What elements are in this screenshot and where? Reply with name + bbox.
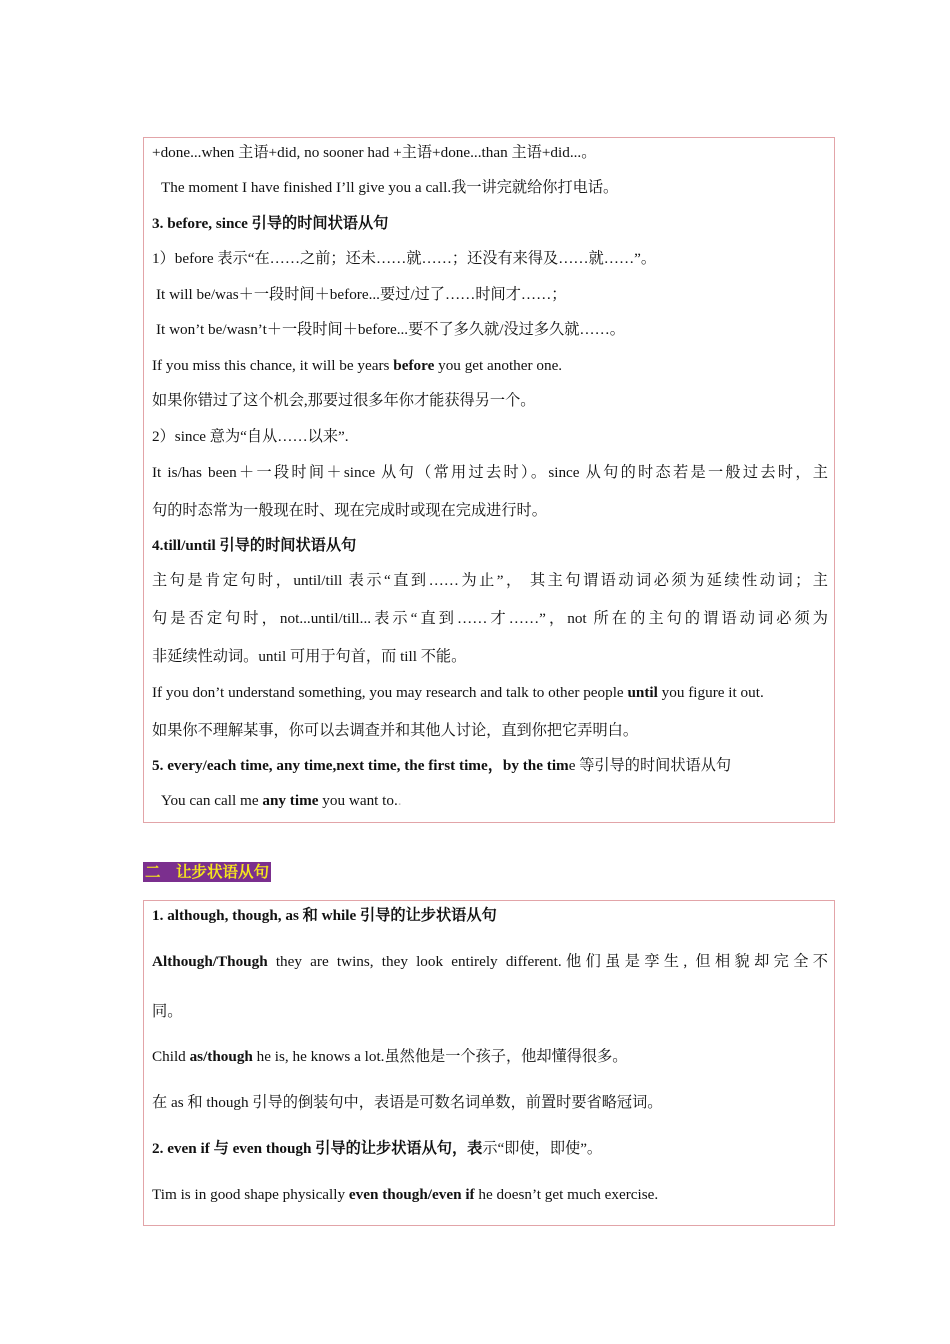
text-line: 非延续性动词。until 可用于句首，而 till 不能。 [152,648,467,665]
subheading-till-until: 4.till/until 引导的时间状语从句 [152,537,357,554]
text-line: 在 as 和 though 引导的倒装句中，表语是可数名词单数，前置时要省略冠词。 [152,1094,663,1111]
example-sentence: Tim is in good shape physically even though/even if he doesn’t get much exercise. [152,1186,659,1203]
text-line: 2）since 意为“自从……以来”. [152,428,349,445]
text-line: It won’t be/wasn’t＋一段时间＋before...要不了多久就/没过多久就……。 [156,321,625,338]
text-line: It is/has been＋一段时间＋since 从句（常用过去时）。since 从句的时态若是一般过去时，主 [152,464,828,481]
text-line: 句是否定句时，not...until/till...表示“直到……才……”，not 所在的主句的谓语动词必须为 [152,610,828,627]
example-sentence: Child as/though he is, he knows a lot.虽然他是一个孩子，他却懂得很多。 [152,1048,628,1065]
text-line: +done...when 主语+did, no sooner had +主语+done...than 主语+did...。 [152,144,597,161]
text-line: It will be/was＋一段时间＋before...要过/过了……时间才……； [156,286,567,303]
section-heading-concession-clause: 二 让步状语从句 [145,863,270,881]
example-sentence: Although/Though they are twins, they look entirely different.他们虽是孪生, 但相貌却完全不 [152,953,828,970]
concession-clause-notes-box [143,900,835,1226]
example-sentence: If you miss this chance, it will be years before you get another one. [152,357,563,374]
subheading-before-since: 3. before, since 引导的时间状语从句 [152,215,389,232]
text-line: 1）before 表示“在……之前；还未……就……；还没有来得及……就……”。 [152,250,657,267]
subheading-even-if: 2. even if 与 even though 引导的让步状语从句，表示“即使，即使”。 [152,1140,603,1157]
text-line: 如果你错过了这个机会,那要过很多年你才能获得另一个。 [152,392,536,409]
text-line: 如果你不理解某事，你可以去调查并和其他人讨论，直到你把它弄明白。 [152,722,638,739]
example-sentence: If you don’t understand something, you may research and talk to other people until you figure it out. [152,684,764,701]
text-line: 句的时态常为一般现在时、现在完成时或现在完成进行时。 [152,502,547,519]
text-line: The moment I have finished I’ll give you a call.我一讲完就给你打电话。 [161,179,619,196]
time-clause-notes-box [143,137,835,823]
subheading-every-time: 5. every/each time, any time,next time, the first time，by the time 等引导的时间状语从句 [152,757,732,774]
text-line: 主句是肯定句时，until/till 表示“直到……为止”， 其主句谓语动词必须为延续性动词；主 [152,572,828,589]
example-sentence: You can call me any time you want to.. [161,792,402,809]
subheading-although-though: 1. although, though, as 和 while 引导的让步状语从句 [152,907,497,924]
text-line: 同。 [152,1003,183,1020]
